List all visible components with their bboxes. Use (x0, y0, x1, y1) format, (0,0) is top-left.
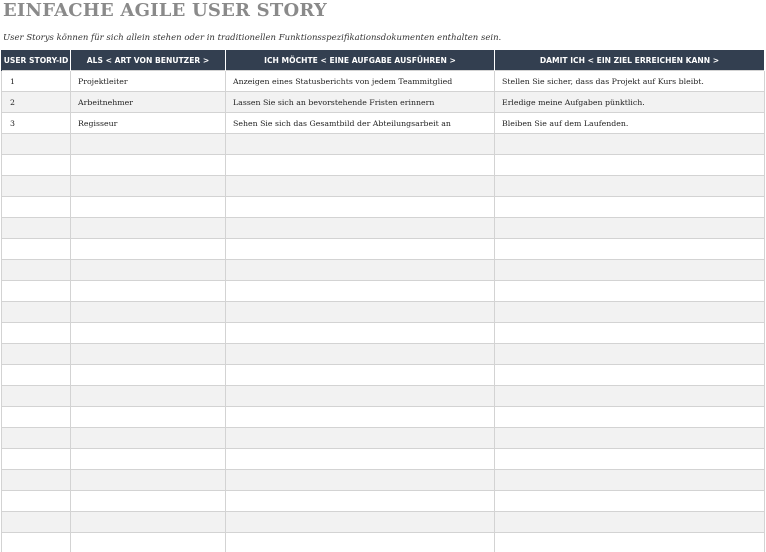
goal-cell[interactable] (495, 323, 765, 344)
story-id-cell[interactable] (2, 239, 71, 260)
task-cell[interactable] (226, 281, 495, 302)
task-cell[interactable]: Lassen Sie sich an bevorstehende Fristen erinnern (226, 92, 495, 113)
story-id-cell[interactable] (2, 323, 71, 344)
story-id-cell[interactable] (2, 386, 71, 407)
goal-cell[interactable] (495, 470, 765, 491)
goal-cell[interactable]: Erledige meine Aufgaben pünktlich. (495, 92, 765, 113)
story-id-cell[interactable] (2, 260, 71, 281)
goal-cell[interactable] (495, 407, 765, 428)
task-cell[interactable]: Anzeigen eines Statusberichts von jedem Teammitglied (226, 71, 495, 92)
story-id-cell[interactable]: 3 (2, 113, 71, 134)
table-row (2, 260, 765, 281)
user-type-cell[interactable] (71, 260, 226, 281)
story-id-cell[interactable] (2, 134, 71, 155)
user-type-cell[interactable]: Regisseur (71, 113, 226, 134)
task-cell[interactable] (226, 197, 495, 218)
story-id-cell[interactable] (2, 281, 71, 302)
table-row (2, 407, 765, 428)
goal-cell[interactable] (495, 386, 765, 407)
table-row (2, 239, 765, 260)
story-id-cell[interactable] (2, 155, 71, 176)
story-id-cell[interactable] (2, 491, 71, 512)
user-type-cell[interactable] (71, 407, 226, 428)
table-row (2, 281, 765, 302)
header-task: ICH MÖCHTE < EINE AUFGABE AUSFÜHREN > (226, 50, 495, 71)
user-type-cell[interactable] (71, 197, 226, 218)
task-cell[interactable] (226, 533, 495, 552)
user-type-cell[interactable] (71, 491, 226, 512)
task-cell[interactable] (226, 260, 495, 281)
user-type-cell[interactable] (71, 134, 226, 155)
goal-cell[interactable] (495, 155, 765, 176)
task-cell[interactable] (226, 323, 495, 344)
task-cell[interactable] (226, 512, 495, 533)
user-story-table (1, 50, 765, 552)
story-id-cell[interactable] (2, 533, 71, 552)
story-id-cell[interactable] (2, 449, 71, 470)
goal-cell[interactable] (495, 218, 765, 239)
task-cell[interactable] (226, 491, 495, 512)
user-type-cell[interactable] (71, 533, 226, 552)
user-type-cell[interactable] (71, 323, 226, 344)
goal-cell[interactable] (495, 281, 765, 302)
table-row (2, 449, 765, 470)
goal-cell[interactable]: Bleiben Sie auf dem Laufenden. (495, 113, 765, 134)
user-type-cell[interactable] (71, 302, 226, 323)
table-row (2, 512, 765, 533)
goal-cell[interactable] (495, 302, 765, 323)
user-type-cell[interactable] (71, 428, 226, 449)
goal-cell[interactable] (495, 365, 765, 386)
table-row (2, 218, 765, 239)
story-id-cell[interactable] (2, 407, 71, 428)
task-cell[interactable] (226, 344, 495, 365)
user-type-cell[interactable]: Projektleiter (71, 71, 226, 92)
story-id-cell[interactable]: 1 (2, 71, 71, 92)
task-cell[interactable] (226, 386, 495, 407)
header-goal: DAMIT ICH < EIN ZIEL ERREICHEN KANN > (495, 50, 765, 71)
story-id-cell[interactable] (2, 470, 71, 491)
story-id-cell[interactable] (2, 176, 71, 197)
story-id-cell[interactable] (2, 344, 71, 365)
task-cell[interactable] (226, 239, 495, 260)
table-row (2, 533, 765, 552)
goal-cell[interactable] (495, 134, 765, 155)
table-row (2, 365, 765, 386)
table-row (2, 113, 765, 134)
task-cell[interactable] (226, 428, 495, 449)
user-type-cell[interactable] (71, 176, 226, 197)
goal-cell[interactable] (495, 428, 765, 449)
user-type-cell[interactable] (71, 218, 226, 239)
user-type-cell[interactable] (71, 281, 226, 302)
task-cell[interactable] (226, 407, 495, 428)
page-subtitle: User Storys können für sich allein stehen oder in traditionellen Funktionsspezifikationsdokumenten enthalten sein. (3, 33, 502, 43)
user-type-cell[interactable]: Arbeitnehmer (71, 92, 226, 113)
user-type-cell[interactable] (71, 512, 226, 533)
table-row (2, 302, 765, 323)
header-story-id: USER STORY-ID (2, 50, 71, 71)
task-cell[interactable] (226, 155, 495, 176)
story-id-cell[interactable] (2, 218, 71, 239)
story-id-cell[interactable] (2, 428, 71, 449)
goal-cell[interactable] (495, 512, 765, 533)
task-cell[interactable] (226, 134, 495, 155)
table-row (2, 470, 765, 491)
user-type-cell[interactable] (71, 239, 226, 260)
story-id-cell[interactable] (2, 197, 71, 218)
task-cell[interactable] (226, 470, 495, 491)
story-id-cell[interactable]: 2 (2, 92, 71, 113)
user-type-cell[interactable] (71, 449, 226, 470)
table-body (2, 71, 765, 552)
goal-cell[interactable] (495, 449, 765, 470)
task-cell[interactable] (226, 218, 495, 239)
table-row (2, 197, 765, 218)
table-row (2, 92, 765, 113)
goal-cell[interactable] (495, 197, 765, 218)
page-title: EINFACHE AGILE USER STORY (3, 0, 327, 21)
goal-cell[interactable] (495, 260, 765, 281)
table-row (2, 155, 765, 176)
table-row (2, 344, 765, 365)
task-cell[interactable] (226, 449, 495, 470)
table-header-row (2, 50, 765, 71)
story-id-cell[interactable] (2, 512, 71, 533)
goal-cell[interactable] (495, 491, 765, 512)
task-cell[interactable]: Sehen Sie sich das Gesamtbild der Abteilungsarbeit an (226, 113, 495, 134)
table-row (2, 176, 765, 197)
table-row (2, 134, 765, 155)
user-type-cell[interactable] (71, 344, 226, 365)
goal-cell[interactable] (495, 344, 765, 365)
table-row (2, 428, 765, 449)
goal-cell[interactable] (495, 533, 765, 552)
task-cell[interactable] (226, 176, 495, 197)
user-type-cell[interactable] (71, 155, 226, 176)
task-cell[interactable] (226, 302, 495, 323)
user-type-cell[interactable] (71, 470, 226, 491)
goal-cell[interactable] (495, 239, 765, 260)
table-row (2, 386, 765, 407)
table-row (2, 71, 765, 92)
goal-cell[interactable] (495, 176, 765, 197)
task-cell[interactable] (226, 365, 495, 386)
header-user-type: ALS < ART VON BENUTZER > (71, 50, 226, 71)
user-type-cell[interactable] (71, 386, 226, 407)
table-row (2, 323, 765, 344)
user-type-cell[interactable] (71, 365, 226, 386)
goal-cell[interactable]: Stellen Sie sicher, dass das Projekt auf Kurs bleibt. (495, 71, 765, 92)
table-row (2, 491, 765, 512)
story-id-cell[interactable] (2, 365, 71, 386)
story-id-cell[interactable] (2, 302, 71, 323)
